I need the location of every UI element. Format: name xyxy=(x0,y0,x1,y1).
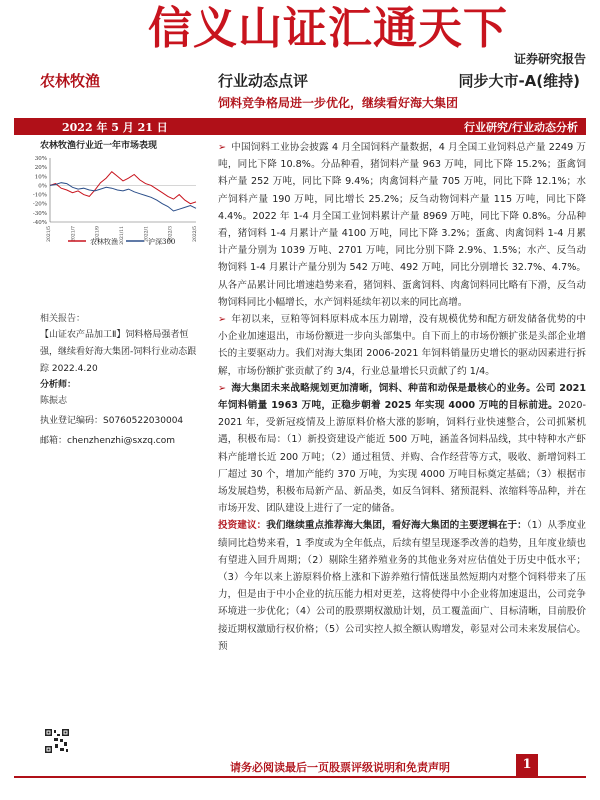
brand-slogan: 信义山证汇通天下 xyxy=(148,3,508,54)
y-tick-label: -10% xyxy=(32,192,47,199)
report-date: 2022 年 5 月 21 日 xyxy=(62,121,168,134)
analyst-name: 陈振志 xyxy=(40,396,68,406)
x-tick-label: 2021/5 xyxy=(47,226,52,242)
related-report-link[interactable]: 【山证农产品加工Ⅱ】饲料格局强者恒强，继续看好海大集团-饲料行业动态跟踪 2022.4.20 xyxy=(40,330,197,374)
paragraph-haida-strategy-text: 2020-2021 年，受新冠疫情及上游原料价格大涨的影响，饲料行业快速整合，公司抓紧机遇，积极布局：（1）新投资建设产能近 500 万吨，涵盖各饲料品线，其中特种水产虾料产能增长近 200 万吨；（2）通过租赁、并购、合作经营等方式，吸收、新增饲料工厂超过 30 个，增加产能约 370 万吨，为实现 4000 万吨目标奠定基础；（3）根据市场发展趋势，积极布局新产品、新品类，如反刍饲料、猪预混料、浓缩料等品种，并在市场开发、团队建设上进行了一定的储备。 xyxy=(218,400,586,515)
analyst-email[interactable]: 邮箱：chenzhenzhi@sxzq.com xyxy=(40,436,176,446)
footer-divider xyxy=(14,776,586,778)
legend-label-sector: 农林牧渔 xyxy=(90,238,118,245)
date-bar xyxy=(14,118,586,135)
paragraph-haida-strategy xyxy=(218,380,586,518)
qr-code-icon xyxy=(44,728,70,754)
arrow-bullet-icon: ➢ xyxy=(218,314,227,326)
series-line-index xyxy=(50,183,196,211)
series-line-sector xyxy=(50,172,196,204)
paragraph-feed-output-text: 中国饲料工业协会披露 4 月全国饲料产量数据，4 月全国工业饲料总产量 2249 万吨，同比下降 10.8%。分品种看，猪饲料产量 963 万吨，同比下降 15.2%；蛋禽饲料产量 252 万吨，同比下降 9.4%；肉禽饲料产量 705 万吨，同比下降 12.1%；水产饲料产量 190 万吨，同比增长 25.2%；反刍动物饲料产量 115 万吨，同比下降 4.4%。2022 年 1-4 月全国工业饲料累计产量 8969 万吨，同比下降 0.8%。分品种看，猪饲料 1-4 月累计产量 4100 万吨，同比下降 3.2%；蛋禽、肉禽饲料 1-4 月累计产量分别为 1039 万吨、2701 万吨，同比分别下降 2.9%、1.5%；水产、反刍动物饲料 1-4 月累计产量分别为 542 万吨、492 万吨，同比分别增长 32.7%、4.7%。从各产品累计同比增速趋势来看，猪饲料、蛋禽饲料、肉禽饲料同比略有下滑，反刍动物饲料同比小幅增长，水产饲料延续年初以来的同比高增。 xyxy=(218,142,586,308)
rating: 同步大市-A(维持) xyxy=(458,72,580,90)
y-tick-label: 0% xyxy=(38,183,47,190)
headline: 饲料竞争格局进一步优化，继续看好海大集团 xyxy=(218,96,459,110)
report-title: 行业动态点评 xyxy=(218,72,309,90)
investment-advice-lead: 我们继续重点推荐海大集团，看好海大集团的主要逻辑在于： xyxy=(266,520,527,532)
x-tick-label: 2021/11 xyxy=(120,226,125,245)
x-tick-label: 2022/3 xyxy=(168,226,174,242)
x-tick-label: 2022/1 xyxy=(144,226,150,242)
paragraph-haida-strategy-lead: 海大集团未来战略规划更加清晰，饲料、种苗和动保是最核心的业务。公司 2021 年饲料销量 1963 万吨，正稳步朝着 2025 年实现 4000 万吨的目标前进。 xyxy=(218,382,586,412)
investment-advice-text: （1）从季度业绩同比趋势来看，1 季度或为全年低点，后续有望呈现逐季改善的趋势，且年度业绩也有望进入回升周期；（2）剔除生猪养殖业务的其他业务对应估值处于历史中低水平；（3）今年以来上游原料价格上涨和下游养殖行情低迷虽然短期内对整个饲料带来了压力，但是由于中小企业的抗压能力相对更差，这将使得中小企业将加速退出，公司竞争环境进一步优化；（4）公司的股票期权激励计划，员工覆盖面广、目标清晰，目前股价接近期权激励行权价格；（5）公司实控人拟全额认购增发，彰显对公司未来发展信心。预 xyxy=(218,520,586,652)
analyst-label: 分析师： xyxy=(40,380,77,390)
y-tick-label: -20% xyxy=(32,201,47,208)
y-tick-label: 30% xyxy=(34,156,47,162)
analyst-license: 执业登记编码：S0760522030004 xyxy=(40,416,184,426)
y-tick-label: -40% xyxy=(32,220,47,226)
paragraph-market-share xyxy=(218,311,586,380)
y-tick-label: -30% xyxy=(32,210,47,217)
investment-advice-label: 投资建议： xyxy=(218,520,267,532)
related-reports-label: 相关报告： xyxy=(40,314,86,324)
y-tick-label: 20% xyxy=(34,165,47,172)
sector-name: 农林牧渔 xyxy=(40,72,101,90)
x-tick-label: 2022/5 xyxy=(193,226,198,242)
disclaimer-notice: 请务必阅读最后一页股票评级说明和免责声明 xyxy=(230,761,450,774)
report-category: 行业研究/行业动态分析 xyxy=(463,121,578,134)
paragraph-feed-output xyxy=(218,139,586,311)
paragraph-investment-advice xyxy=(218,517,586,655)
arrow-bullet-icon: ➢ xyxy=(218,382,227,394)
report-type: 证券研究报告 xyxy=(513,52,586,66)
arrow-bullet-icon: ➢ xyxy=(218,142,227,153)
market-performance-chart xyxy=(14,150,204,245)
legend-label-index: 沪深300 xyxy=(148,238,176,245)
x-tick-label: 2021/7 xyxy=(71,226,77,242)
x-tick-label: 2021/9 xyxy=(95,226,101,242)
chart-title: 农林牧渔行业近一年市场表现 xyxy=(40,141,158,151)
main-body xyxy=(218,139,586,655)
page-number: 1 xyxy=(516,754,538,776)
y-tick-label: 10% xyxy=(34,174,47,181)
paragraph-market-share-text: 年初以来，豆粕等饲料原料成本压力剧增，没有规模优势和配方研发储备优势的中小企业加速退出，市场份额进一步向头部集中。自下而上的市场份额扩张是头部企业增长的主要驱动力。我们对海大集团 2006-2021 年饲料销量历史增长的驱动因素进行拆解，市场份额扩张贡献了约 3/4，行业总量增长只贡献了约 1/4。 xyxy=(218,314,587,377)
